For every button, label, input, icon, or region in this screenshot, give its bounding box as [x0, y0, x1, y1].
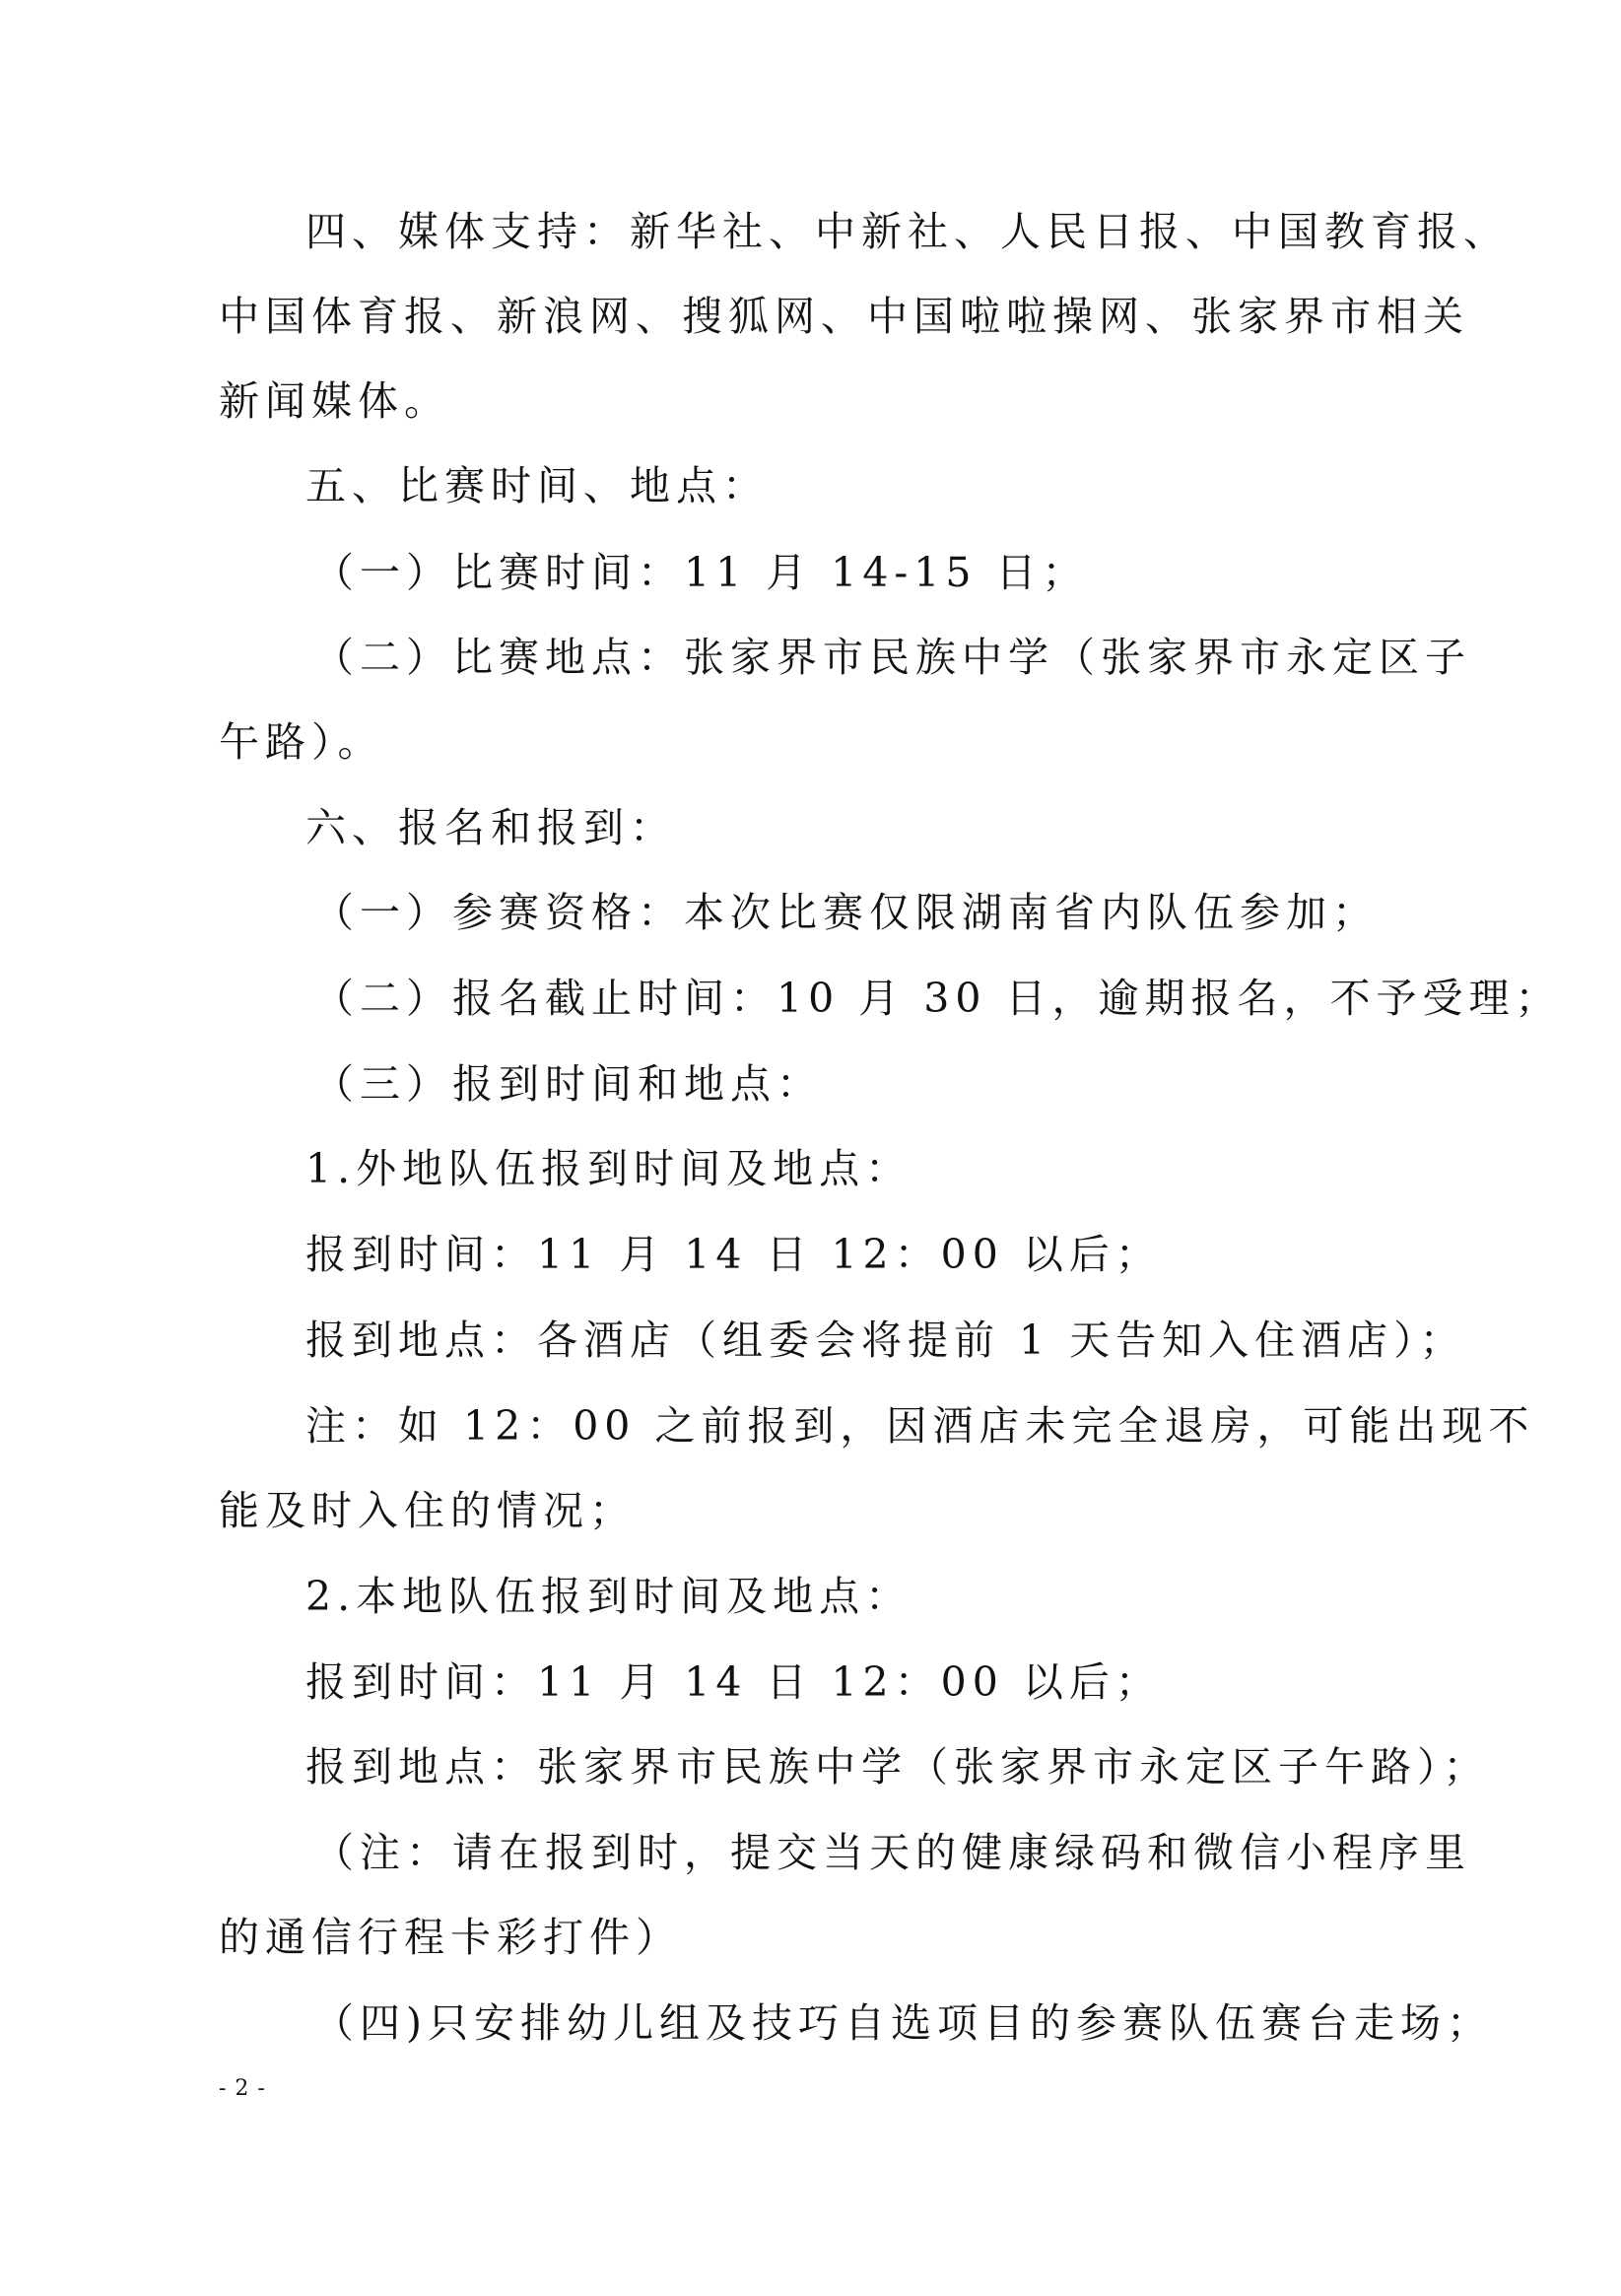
text-line: 1.外地队伍报到时间及地点：: [305, 1145, 912, 1192]
text-line: 四、媒体支持：新华社、中新社、人民日报、中国教育报、: [305, 208, 1510, 255]
text-line: 的通信行程卡彩打件）: [219, 1914, 682, 1961]
text-line: 午路）。: [219, 718, 384, 766]
text-line: 报到地点：张家界市民族中学（张家界市永定区子午路）；: [305, 1743, 1490, 1790]
text-line: （一）比赛时间：11 月 14-15 日；: [313, 549, 1089, 596]
text-line: （四)只安排幼儿组及技巧自选项目的参赛队伍赛台走场；: [313, 1999, 1493, 2047]
text-line: （一）参赛资格：本次比赛仅限湖南省内队伍参加；: [313, 889, 1379, 936]
page-number: - 2 -: [219, 2076, 266, 2101]
text-line: 中国体育报、新浪网、搜狐网、中国啦啦操网、张家界市相关: [219, 293, 1469, 340]
section-heading: 五、比赛时间、地点：: [305, 462, 769, 509]
text-line: 新闻媒体。: [219, 377, 450, 425]
text-line: 报到时间：11 月 14 日 12：00 以后；: [305, 1658, 1162, 1706]
text-line: （注：请在报到时，提交当天的健康绿码和微信小程序里: [313, 1829, 1471, 1876]
text-line: 能及时入住的情况；: [219, 1487, 636, 1534]
text-line: 报到时间：11 月 14 日 12：00 以后；: [305, 1231, 1162, 1278]
text-line: （二）报名截止时间：10 月 30 日，逾期报名，不予受理；: [313, 975, 1562, 1022]
text-line: 报到地点：各酒店（组委会将提前 1 天告知入住酒店）；: [305, 1317, 1466, 1364]
text-line: （三）报到时间和地点：: [313, 1060, 823, 1108]
text-line: （二）比赛地点：张家界市民族中学（张家界市永定区子: [313, 634, 1471, 681]
text-line: 注：如 12：00 之前报到，因酒店未完全退房，可能出现不: [305, 1402, 1535, 1450]
text-line: 2.本地队伍报到时间及地点：: [305, 1573, 912, 1620]
section-heading: 六、报名和报到：: [305, 804, 676, 851]
